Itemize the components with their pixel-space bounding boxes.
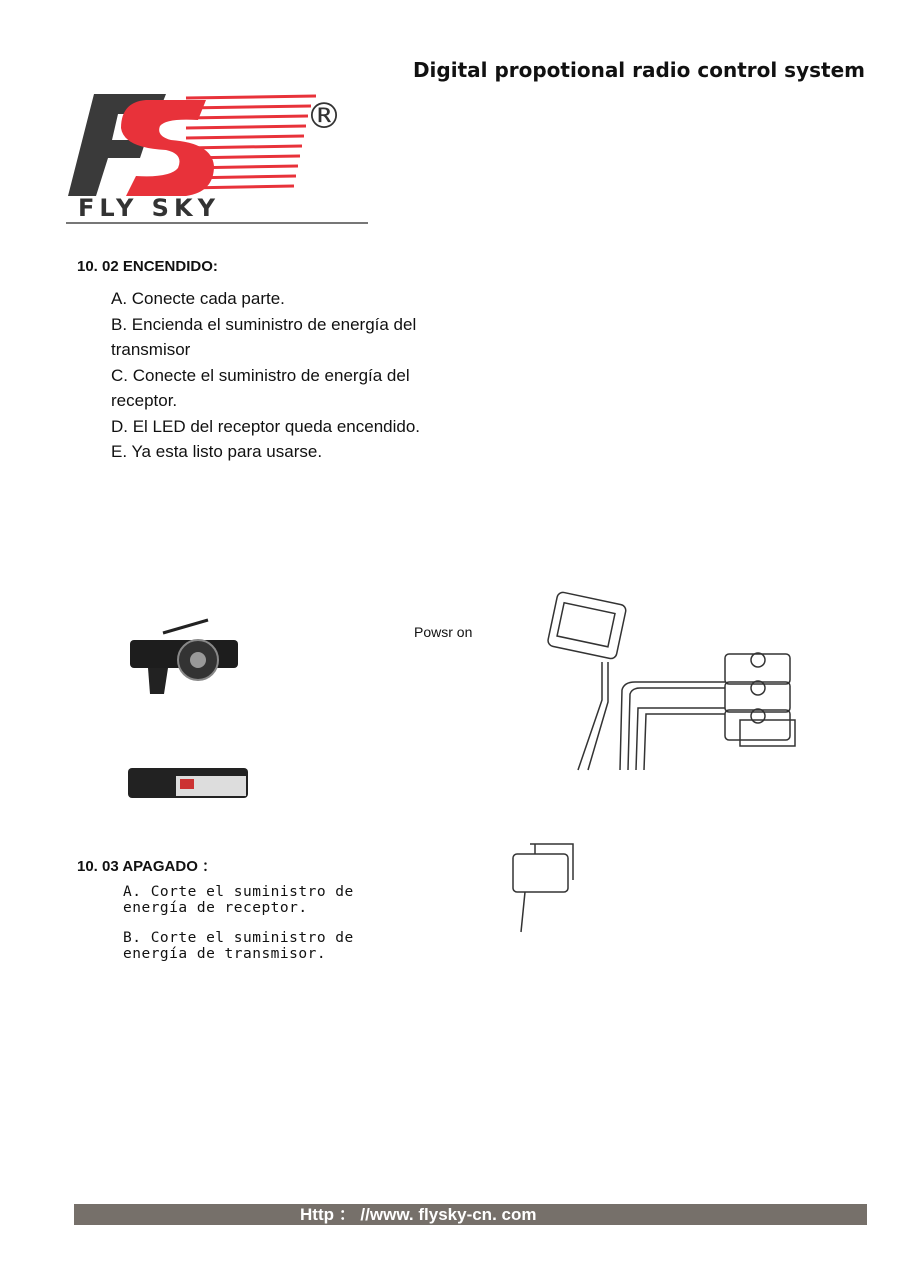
power-on-steps bbox=[111, 286, 451, 465]
transmitter-image bbox=[128, 618, 243, 698]
receiver-servos-diagram bbox=[540, 590, 805, 775]
step-item: B. Encienda el suministro de energía del transmisor bbox=[111, 314, 417, 359]
receiver-diagram bbox=[505, 840, 580, 935]
step-item: A. Conecte cada parte. bbox=[111, 289, 285, 308]
receiver-battery-image bbox=[126, 762, 251, 802]
footer-url: Http ： //www. flysky-cn. com bbox=[300, 1205, 537, 1224]
step-item: A. Corte el suministro de energía de receptor. bbox=[123, 884, 354, 916]
step-item: B. Corte el suministro de energía de transmisor. bbox=[123, 930, 354, 962]
document-title: Digital propotional radio control system bbox=[412, 58, 865, 82]
section-heading-encendido: 10. 02 ENCENDIDO: bbox=[77, 258, 218, 275]
step-item: E. Ya esta listo para usarse. bbox=[111, 442, 323, 461]
section-heading-apagado: 10. 03 APAGADO ： bbox=[77, 858, 218, 875]
step-item: C. Conecte el suministro de energía del receptor. bbox=[111, 365, 410, 410]
flysky-logo bbox=[66, 88, 371, 226]
step-item: D. El LED del receptor queda encendido. bbox=[111, 416, 421, 436]
power-off-steps bbox=[123, 884, 363, 976]
svg-text:®: ® bbox=[306, 96, 342, 137]
figure-label: Powsr on bbox=[414, 624, 473, 640]
svg-text:FLY SKY: FLY SKY bbox=[78, 194, 220, 222]
footer-bar bbox=[74, 1204, 867, 1225]
